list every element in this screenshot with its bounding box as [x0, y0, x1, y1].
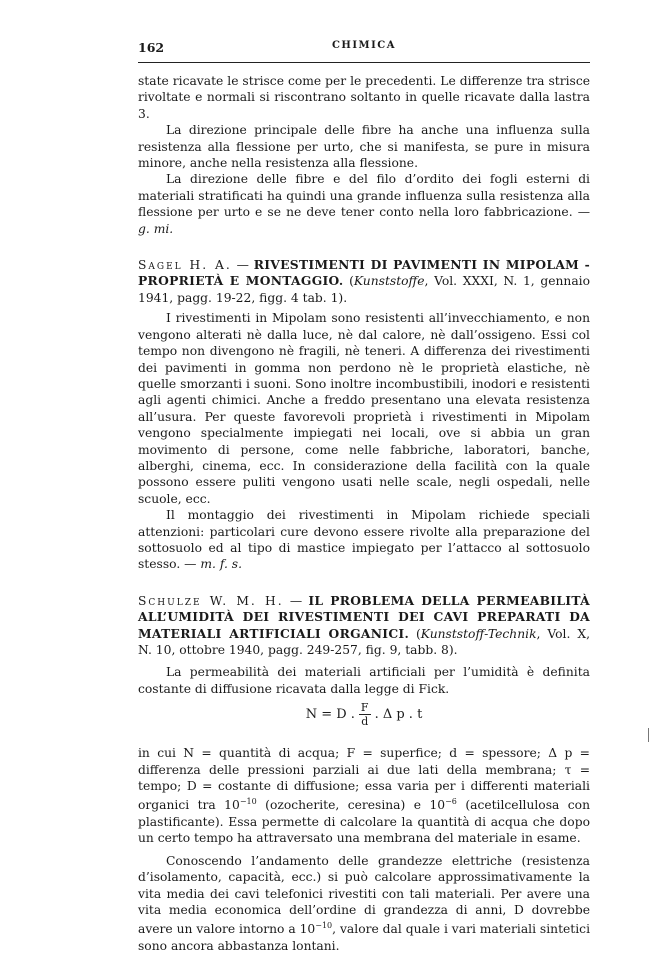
article-title: IL PROBLEMA DELLA PERMEABILITÀ ALL’UMIDITÀ DEI RIVESTIMENTI DEI CAVI PREPARATI DA MATERIALI ARTIFICIALI ORGANICI. — [138, 592, 590, 641]
explanation-text-b: (ozocherite, ceresina) e 10 — [256, 798, 446, 813]
dash: — — [283, 593, 309, 608]
journal-name: Kunststoffe — [353, 274, 425, 289]
running-head — [138, 40, 590, 58]
signature: m. f. s. — [200, 557, 243, 572]
journal-name: Kunststoff-Technik — [420, 626, 537, 641]
article-title: RIVESTIMENTI DI PAVIMENTI IN MIPOLAM - PROPRIETÀ E MONTAGGIO. — [138, 257, 590, 289]
page — [138, 40, 590, 954]
source-details: , Vol. XXXI, N. 1, gennaio 1941, pagg. 19-22, figg. 4 tab. 1). — [138, 274, 590, 305]
signature: g. mi. — [138, 221, 174, 236]
dash: — — [231, 258, 254, 273]
final-text-b: , valore dal quale i vari materiali sintetici sono ancora abbastanza lontani. — [138, 922, 591, 953]
prev-paragraph-3-text: La direzione delle fibre e del filo d’ordito dei fogli esterni di materiali stratificati ha quindi una grande influenza sulla resistenza alla flessione per urto e se ne deve tener conto nella loro fabbricazione. — — [138, 172, 590, 220]
article-heading — [138, 593, 590, 659]
exponent: −6 — [445, 797, 457, 807]
source-open: ( — [409, 626, 421, 641]
formula-fraction — [359, 701, 371, 728]
exponent: −10 — [315, 921, 333, 931]
final-text-a: Conoscendo l’andamento delle grandezze elettriche (resistenza d’isolamento, capacità, ecc.) si può calcolare approssimativamente la vita media dei cavi telefonici rivestiti con tali materiali. Per avere una vita media economica dell’ordine di grandezza di anni, D dovrebbe avere un valore intorno a 10 — [138, 853, 590, 937]
exponent: −10 — [239, 797, 257, 807]
prev-paragraph-3 — [138, 171, 590, 237]
article-heading — [138, 257, 590, 306]
source-details: , Vol. X, N. 10, ottobre 1940, pagg. 249-257, fig. 9, tabb. 8). — [138, 626, 590, 657]
article-paragraph — [138, 507, 590, 573]
formula-denominator: d — [361, 715, 369, 729]
margin-mark — [648, 728, 649, 742]
formula-right: . Δ p . t — [374, 707, 423, 723]
article-paragraph — [138, 853, 590, 954]
source-open: ( — [343, 274, 354, 289]
article-paragraph: La permeabilità dei materiali artificiali per l’umidità è definita costante di diffusione ricavata dalla legge di Fick. — [138, 665, 590, 696]
author-name: Sagel H. A. — [138, 258, 232, 273]
author-name: Schulze W. M. H. — [138, 593, 284, 608]
page-number: 162 — [138, 40, 165, 55]
formula-left: N = D . — [305, 707, 355, 723]
prev-paragraph-2: La direzione principale delle fibre ha anche una influenza sulla resistenza alla flessione per urto, che si manifesta, se pure in misura minore, anche nella resistenza alla flessione. — [138, 123, 590, 171]
explanation-text-a: in cui N = quantità di acqua; F = superfice; d = spessore; Δ p = differenza delle pressioni parziali ai due lati della membrana; τ = tempo; D = costante di diffusione; essa varia per i differenti materiali organici tra 10 — [138, 746, 590, 813]
running-title: CHIMICA — [331, 40, 397, 51]
prev-paragraph-1: state ricavate le strisce come per le precedenti. Le differenze tra strisce rivoltate e normali si riscontrano soltanto in quelle ricavate dalla lastra 3. — [138, 74, 590, 121]
article-paragraph-text: Il montaggio dei rivestimenti in Mipolam richiede speciali attenzioni: particolari cure devono essere rivolte alla preparazione del sottosuolo ed al tipo di mastice impiegato per l’attacco al sottosuolo stesso. — — [138, 508, 590, 572]
formula-numerator: F — [360, 701, 369, 715]
header-rule — [138, 62, 590, 63]
article-paragraph: I rivestimenti in Mipolam sono resistenti all’invecchiamento, e non vengono alterati nè dalla luce, nè dal calore, nè dall’ossigeno. Essi col tempo non divengono nè fragili, nè teneri. A differenza dei rivestimenti dei pavimenti in gomma non perdono nè le proprietà elastiche, nè quelle smorzanti i suoni. Sono inoltre incombustibili, inodori e resistenti agli agenti chimici. Anche a freddo presentano una elevata resistenza all’usura. Per queste favorevoli proprietà i rivestimenti in Mipolam vengono specialmente impiegati nei locali, ove si abbia un gran movimento di persone, come nelle fabbriche, laboratori, banche, alberghi, cinema, ecc. In considerazione della facilità con la quale possono essere puliti vengono usati nelle scale, negli ospedali, nelle scuole, ecc. — [138, 311, 590, 506]
fick-formula — [138, 701, 590, 739]
formula-explanation — [138, 745, 590, 847]
explanation-text-c: (acetilcellulosa con plastificante). Essa permette di calcolare la quantità di acqua che dopo un certo tempo ha attraversato una membrana del materiale in esame. — [138, 798, 590, 846]
